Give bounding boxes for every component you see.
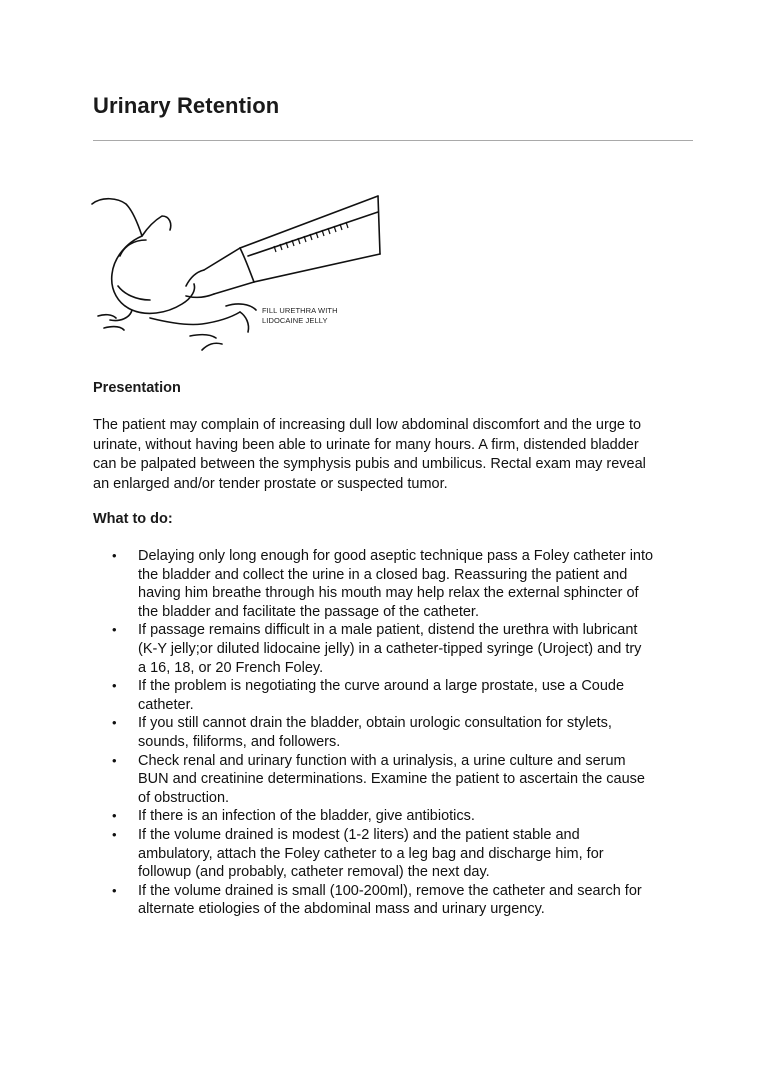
- list-item-line: If the volume drained is small (100-200ml), remove the catheter and search for: [138, 882, 642, 899]
- list-item-line: Delaying only long enough for good aseptic technique pass a Foley catheter into: [138, 548, 654, 564]
- list-item-line: the bladder and facilitate the passage of the catheter.: [138, 603, 479, 620]
- list-item-line: followup (and probably, catheter removal) the next day.: [138, 864, 490, 881]
- figure-caption-line: FILL URETHRA WITH: [262, 306, 338, 315]
- what-to-do-list: [112, 547, 702, 919]
- bullet-icon: •: [112, 678, 117, 694]
- bullet-icon: •: [112, 548, 117, 563]
- what-to-do-heading: What to do:: [93, 511, 173, 527]
- list-item: [112, 714, 702, 751]
- bullet-icon: •: [112, 622, 117, 638]
- bullet-icon: •: [112, 826, 117, 842]
- list-item: [112, 621, 702, 677]
- list-item: [112, 826, 702, 882]
- paragraph-line: an enlarged and/or tender prostate or suspected tumor.: [93, 475, 448, 492]
- presentation-paragraph: [93, 416, 693, 494]
- page-title: Urinary Retention: [93, 93, 280, 118]
- list-item-line: If the volume drained is modest (1-2 liters) and the patient stable and: [138, 826, 580, 843]
- bullet-icon: •: [112, 752, 117, 768]
- list-item-line: If you still cannot drain the bladder, obtain urologic consultation for stylets,: [138, 715, 612, 732]
- paragraph-line: can be palpated between the symphysis pubis and umbilicus. Rectal exam may reveal: [93, 456, 646, 472]
- bullet-icon: •: [112, 808, 117, 824]
- list-item: [112, 752, 702, 808]
- list-item-line: BUN and creatinine determinations. Examine the patient to ascertain the cause: [138, 771, 645, 788]
- list-item-line: ambulatory, attach the Foley catheter to a leg bag and discharge him, for: [138, 845, 604, 862]
- list-item-line: sounds, filiforms, and followers.: [138, 733, 341, 750]
- list-item-line: (K-Y jelly;or diluted lidocaine jelly) in a catheter-tipped syringe (Uroject) and try: [138, 640, 642, 657]
- list-item-line: a 16, 18, or 20 French Foley.: [138, 659, 324, 676]
- list-item: [112, 882, 702, 919]
- list-item-line: the bladder and collect the urine in a closed bag. Reassuring the patient and: [138, 566, 628, 583]
- syringe-drawing: [90, 186, 385, 354]
- list-item: [112, 677, 702, 714]
- list-item-line: alternate etiologies of the abdominal mass and urinary urgency.: [138, 901, 545, 918]
- paragraph-line: The patient may complain of increasing dull low abdominal discomfort and the urge to: [93, 417, 642, 433]
- list-item-line: having him breathe through his mouth may help relax the external sphincter of: [138, 585, 639, 602]
- bullet-icon: •: [112, 882, 117, 898]
- list-item: [112, 547, 702, 621]
- list-item-line: of obstruction.: [138, 789, 230, 806]
- bullet-icon: •: [112, 715, 117, 731]
- syringe-illustration: [90, 186, 385, 354]
- figure-caption: [262, 306, 338, 326]
- list-item: [112, 807, 702, 826]
- list-item-line: catheter.: [138, 696, 194, 713]
- title-divider: [93, 140, 693, 141]
- presentation-heading: Presentation: [93, 380, 181, 396]
- list-item-line: Check renal and urinary function with a urinalysis, a urine culture and serum: [138, 752, 626, 769]
- list-item-line: If the problem is negotiating the curve around a large prostate, use a Coude: [138, 678, 625, 695]
- list-item-line: If passage remains difficult in a male patient, distend the urethra with lubricant: [138, 622, 638, 639]
- figure-caption-line: LIDOCAINE JELLY: [262, 316, 328, 325]
- list-item-line: If there is an infection of the bladder, give antibiotics.: [138, 808, 475, 825]
- paragraph-line: urinate, without having been able to urinate for many hours. A firm, distended bladder: [93, 436, 639, 453]
